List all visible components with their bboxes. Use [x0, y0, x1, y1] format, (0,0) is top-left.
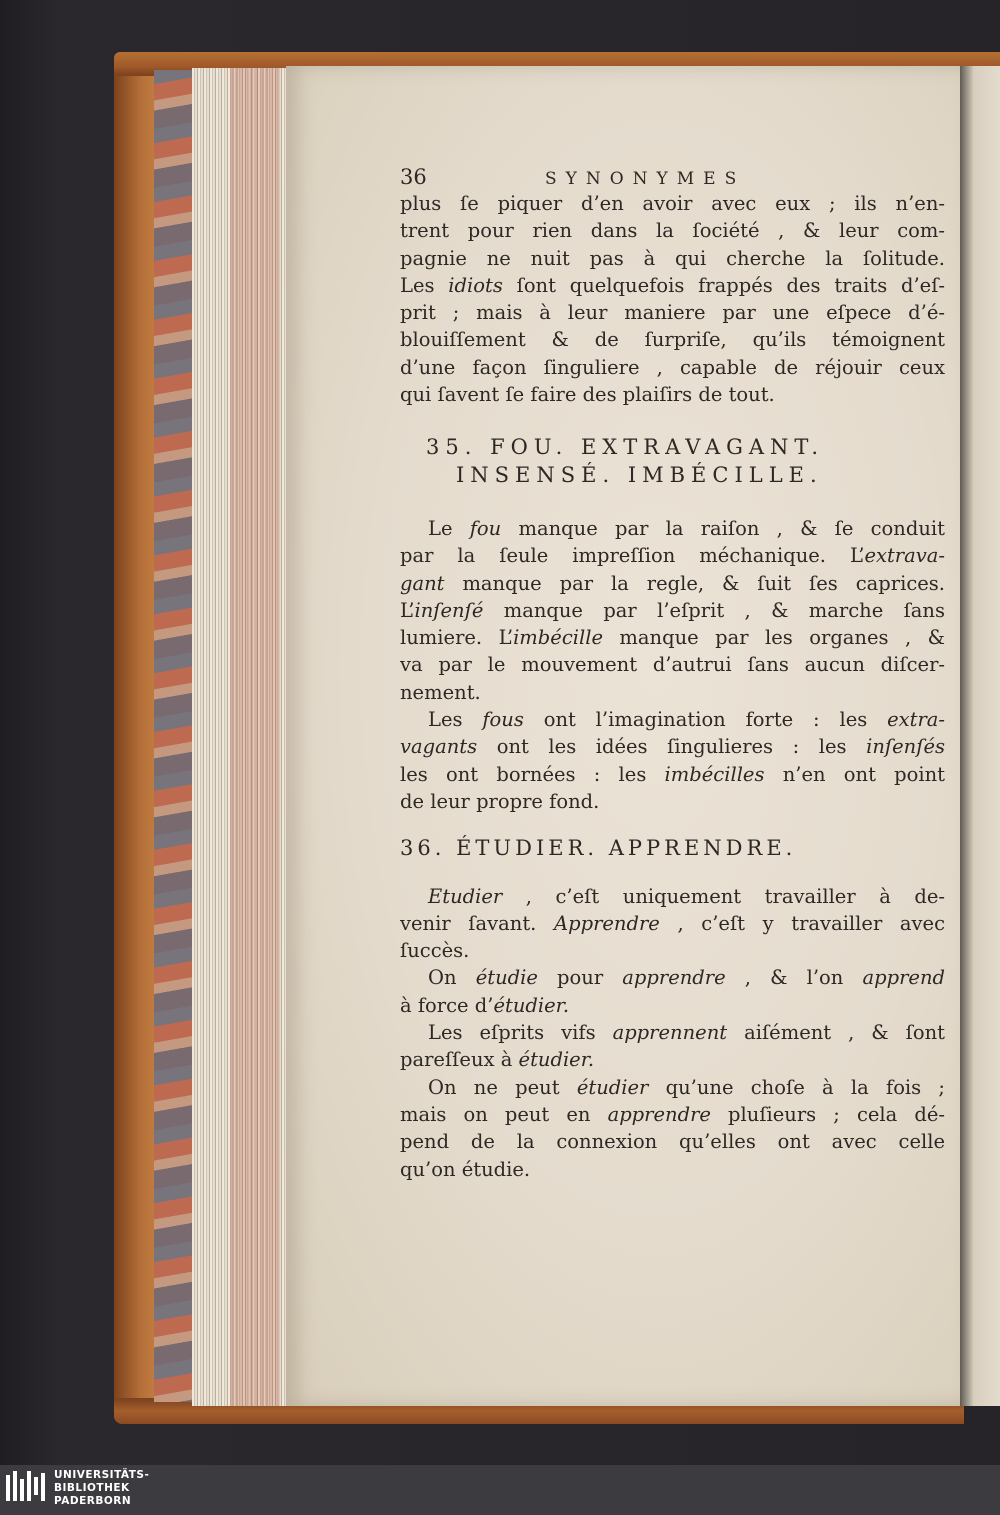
text-line: Le fou manque par la raiſon , & ſe conduit [428, 516, 945, 540]
page-header [400, 164, 945, 190]
text-line: venir ſavant. Apprendre , c’eſt y travailler avec [400, 911, 945, 935]
text-line: blouiſſement & de ſurpriſe, qu’ils témoignent [400, 328, 945, 352]
paragraph [400, 1074, 945, 1183]
text-line: On étudie pour apprendre , & l’on apprend [428, 966, 945, 990]
text-line: nement. [400, 680, 481, 704]
text-line: pareſſeux à étudier. [400, 1048, 595, 1072]
section-heading: 35. FOU. EXTRAVAGANT. [426, 435, 825, 460]
text-line: vagants ont les idées ſingulieres : les inſenſés [400, 735, 945, 759]
library-footer [0, 1465, 1000, 1515]
text-line: par la ſeule impreſſion méchanique. L’extrava- [400, 544, 945, 568]
marbled-edge [154, 70, 192, 1402]
text-line: trent pour rien dans la ſociété , & leur com- [400, 219, 945, 243]
italic-term: idiots [448, 273, 503, 297]
text-line: Les idiots ſont quelquefois frappés des traits d’eſ- [400, 273, 945, 297]
facing-page-edge [960, 66, 1000, 1406]
text-line: va par le mouvement d’autrui ſans aucun diſcer- [400, 653, 945, 677]
library-logo-icon [6, 1471, 46, 1509]
text-line: lumiere. L’imbécille manque par les organes , & [400, 626, 945, 650]
text-line: pend de la connexion qu’elles ont avec celle [400, 1130, 945, 1154]
text-line: gant manque par la regle, & ſuit ſes caprices. [400, 571, 945, 595]
continued-paragraph [400, 190, 945, 408]
paragraph [400, 964, 945, 1019]
text-line: qu’on étudie. [400, 1157, 531, 1181]
paragraph [400, 706, 945, 815]
text-line: d’une façon ſinguliere , capable de réjouir ceux [400, 355, 945, 379]
paragraph [400, 883, 945, 965]
text-line: L’inſenſé manque par l’eſprit , & marche ſans [400, 598, 945, 622]
section-heading-continued: INSENSÉ. IMBÉCILLE. [456, 462, 823, 487]
paragraph [400, 1019, 945, 1074]
library-name: UNIVERSITÄTS- BIBLIOTHEK PADERBORN [54, 1469, 150, 1507]
text-line: Les fous ont l’imagination forte : les extra- [428, 708, 945, 732]
text-line: prit ; mais à leur maniere par une eſpece d’é- [400, 301, 945, 325]
page-number: 36 [400, 165, 427, 189]
page-text [400, 164, 945, 1183]
text-line: les ont bornées : les imbécilles n’en ont point [400, 762, 945, 786]
running-head: SYNONYMES [545, 169, 746, 189]
text-line: Etudier , c’eſt uniquement travailler à de- [428, 884, 945, 908]
paragraph [400, 515, 945, 706]
text-line: Les eſprits vifs apprennent aiſément , & ſont [428, 1021, 945, 1045]
page-block-edge-tint [230, 68, 280, 1406]
text-line: à force d’étudier. [400, 993, 570, 1017]
text-line: ſuccès. [400, 939, 470, 963]
text-line: qui ſavent ſe faire des plaiſirs de tout. [400, 383, 775, 407]
text-line: de leur propre fond. [400, 789, 600, 813]
section-heading: 36. ÉTUDIER. APPRENDRE. [400, 836, 797, 861]
text-line: On ne peut étudier qu’une choſe à la fois ; [428, 1075, 945, 1099]
text-line: mais on peut en apprendre pluſieurs ; cela dé- [400, 1102, 945, 1126]
text-line: plus ſe piquer d’en avoir avec eux ; ils n’en- [400, 192, 945, 215]
text-line: pagnie ne nuit pas à qui cherche la ſolitude. [400, 246, 945, 270]
